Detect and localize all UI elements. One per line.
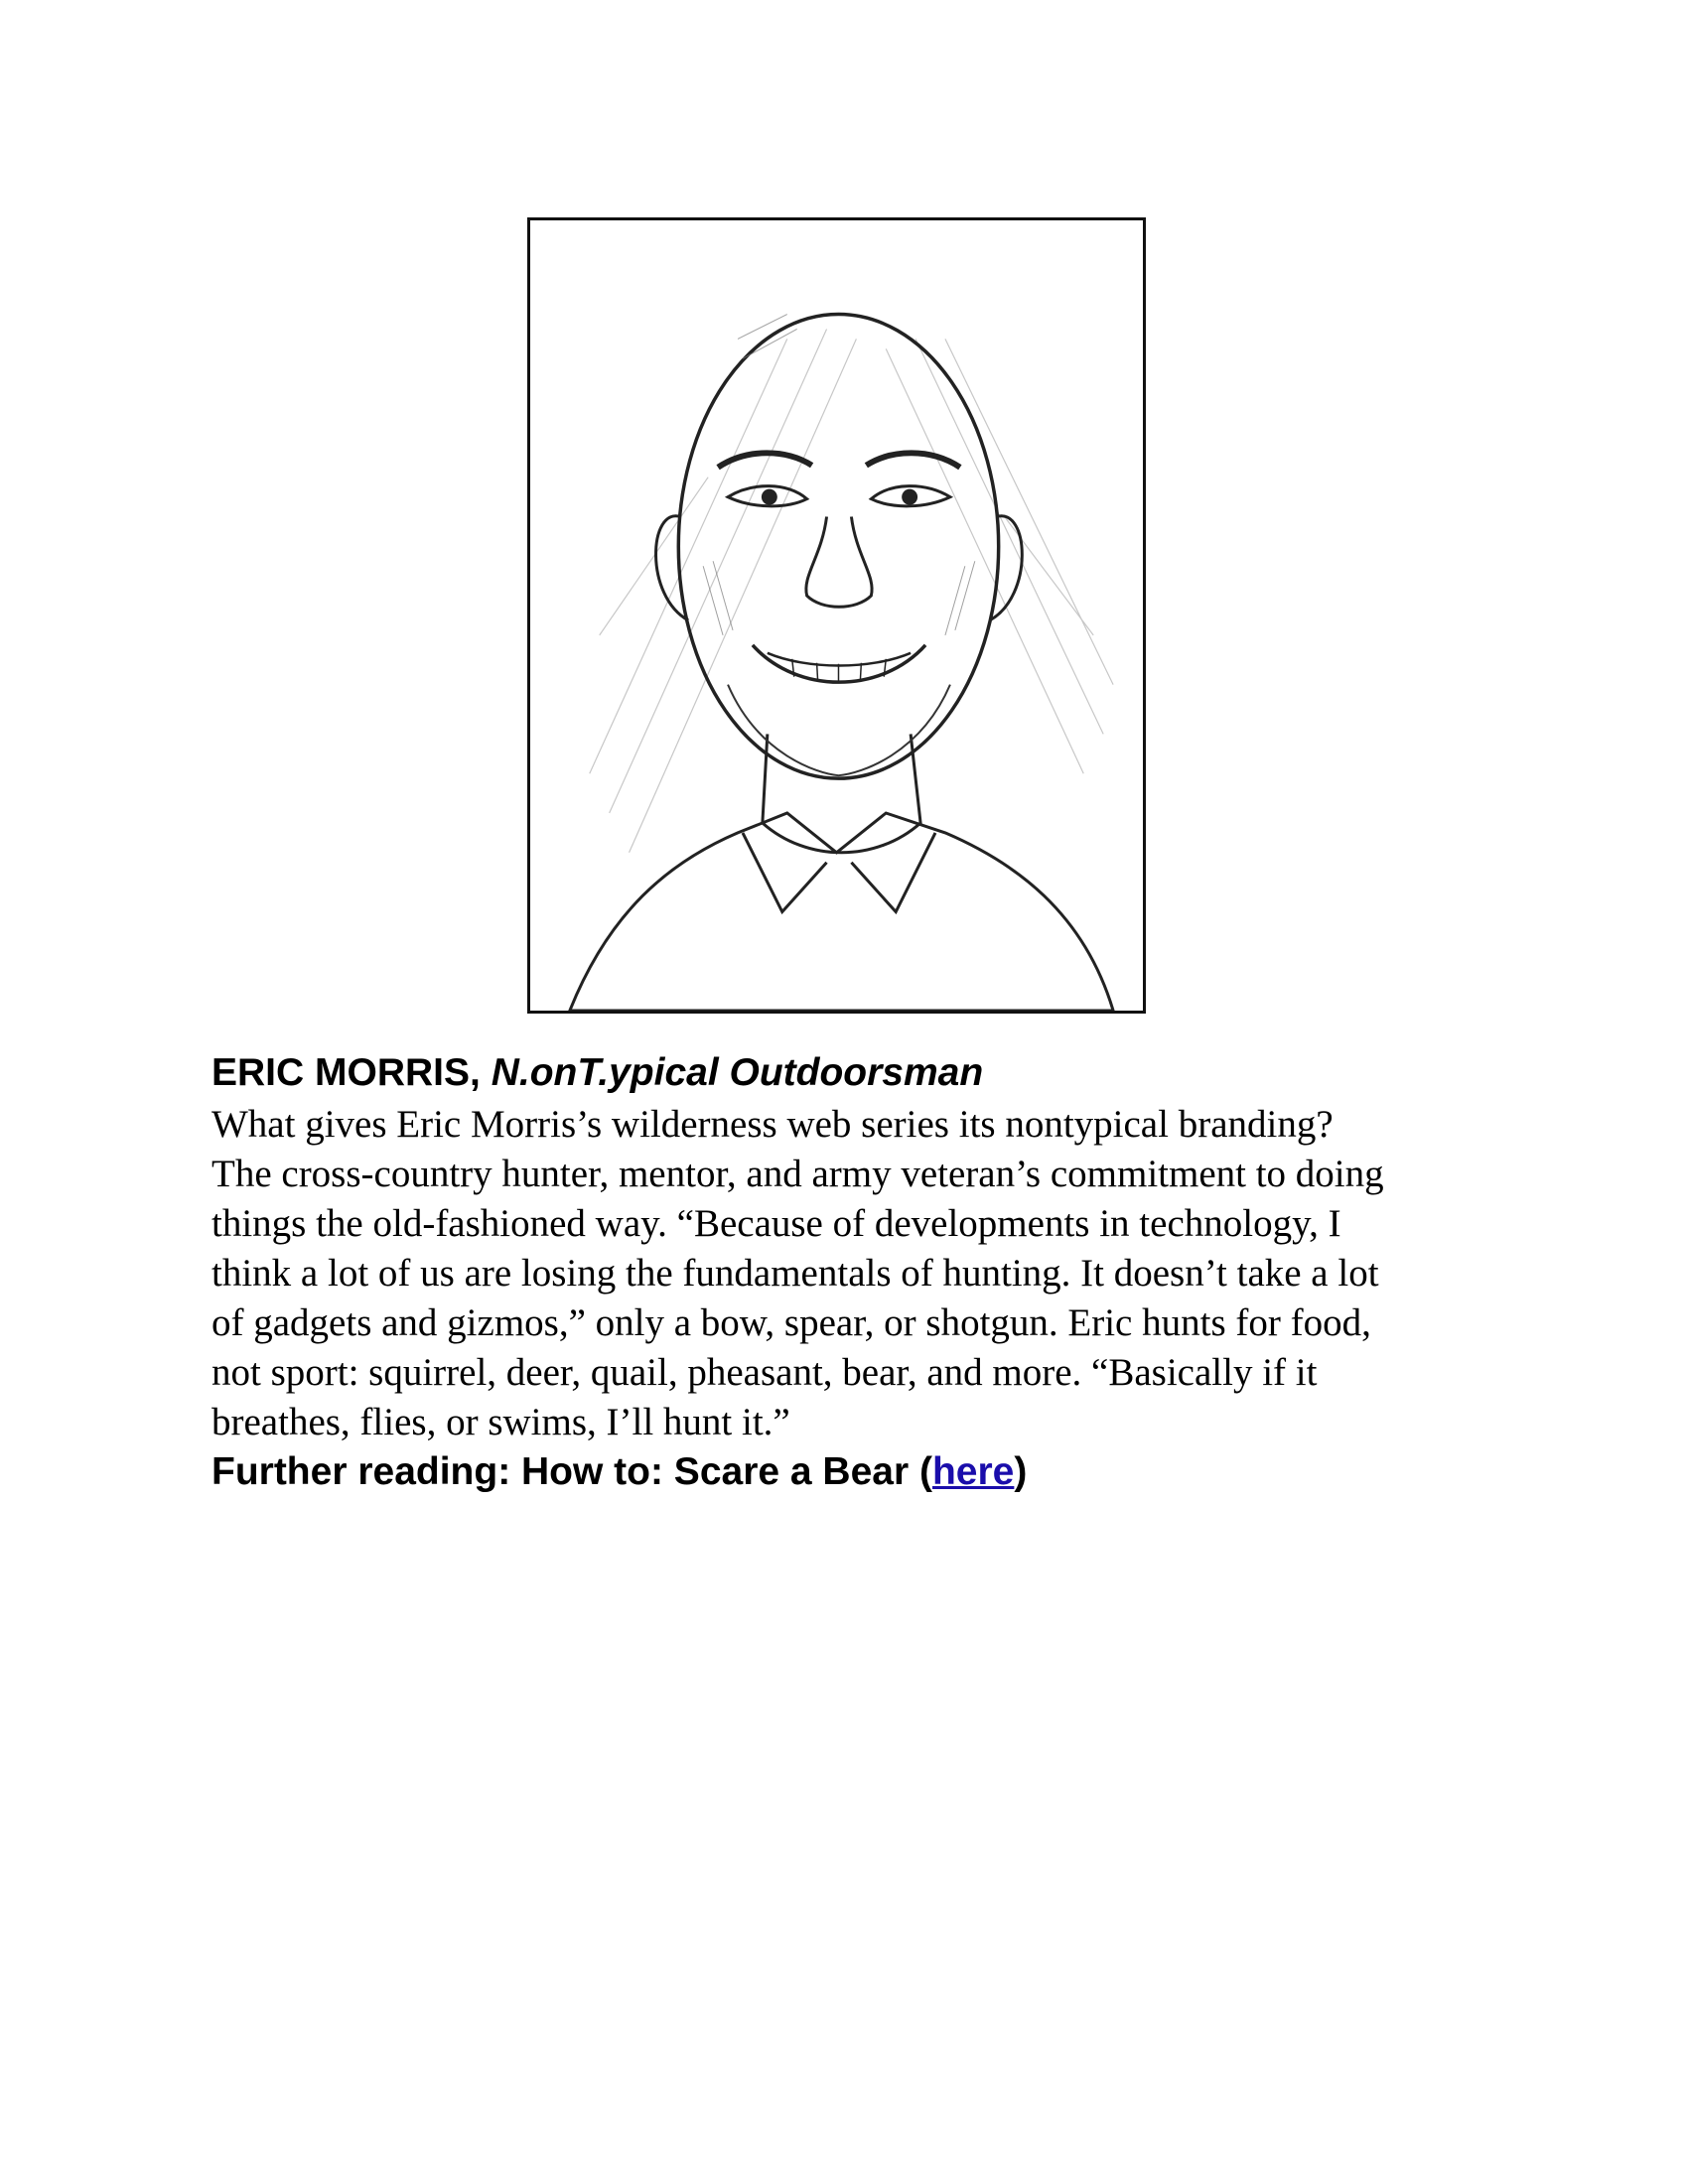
show-title: N.onT.ypical Outdoorsman — [491, 1051, 984, 1094]
further-reading-label: Further reading: How to: Scare a Bear ( — [211, 1450, 932, 1493]
paragraph-line: The cross-country hunter, mentor, and army veteran’s commitment to doing — [211, 1153, 1384, 1195]
profile-entry — [211, 1045, 1502, 1497]
paragraph-line: of gadgets and gizmos,” only a bow, spear, or shotgun. Eric hunts for food, — [211, 1301, 1371, 1344]
paragraph-line: think a lot of us are losing the fundamentals of hunting. It doesn’t take a lot — [211, 1252, 1379, 1295]
profile-paragraph — [211, 1100, 1492, 1447]
paragraph-line: things the old-fashioned way. “Because of developments in technology, I — [211, 1202, 1341, 1245]
further-reading-close: ) — [1014, 1450, 1028, 1493]
portrait-illustration — [527, 217, 1146, 1014]
profile-heading — [211, 1045, 1502, 1100]
paragraph-line: not sport: squirrel, deer, quail, pheasant, bear, and more. “Basically if it — [211, 1351, 1318, 1394]
here-link[interactable]: here — [931, 1450, 1015, 1493]
sketch-portrait-icon — [530, 220, 1143, 1011]
paragraph-line: breathes, flies, or swims, I’ll hunt it.” — [211, 1401, 790, 1443]
profile-name: ERIC MORRIS, — [211, 1051, 481, 1094]
paragraph-line: What gives Eric Morris’s wilderness web series its nontypical branding? — [211, 1103, 1334, 1146]
further-reading — [211, 1447, 1502, 1497]
